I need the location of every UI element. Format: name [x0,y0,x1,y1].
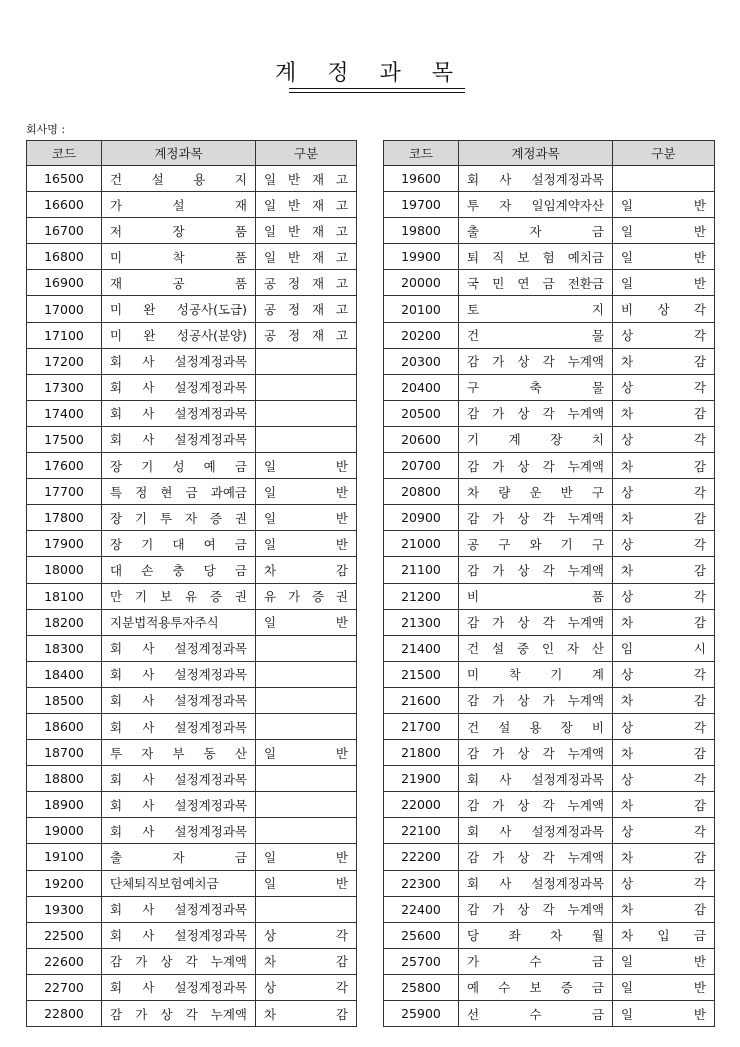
category-cell: 일 반 [256,505,357,531]
account-name-cell: 회 사 설정계정과목 [102,374,256,400]
code-cell: 21600 [384,687,459,713]
table-row [384,192,715,218]
account-name-cell: 감 가 상 각 누계액 [459,792,613,818]
table-row [384,609,715,635]
table-row [27,505,357,531]
table-row [384,766,715,792]
account-name-cell: 회 사 설정계정과목 [102,687,256,713]
title-underline-second [289,92,465,93]
code-cell: 18400 [27,661,102,687]
table-row [27,322,357,348]
category-cell: 일 반 [613,192,715,218]
code-cell: 25600 [384,922,459,948]
code-cell: 18200 [27,609,102,635]
category-cell: 공 정 재 고 [256,296,357,322]
code-cell: 18900 [27,792,102,818]
category-cell: 일 반 재 고 [256,244,357,270]
account-name-cell: 건 설 중 인 자 산 [459,635,613,661]
code-cell: 22600 [27,948,102,974]
table-row [384,1001,715,1027]
code-cell: 22000 [384,792,459,818]
account-name-cell: 차 량 운 반 구 [459,479,613,505]
code-cell: 19700 [384,192,459,218]
account-name-cell: 감 가 상 각 누계액 [459,740,613,766]
category-cell [256,792,357,818]
category-cell: 차 감 [613,740,715,766]
category-cell: 상 각 [613,661,715,687]
account-name-cell: 당 좌 차 월 [459,922,613,948]
column-header-kind: 구분 [613,141,715,166]
category-cell [256,661,357,687]
account-name-cell: 회 사 설정계정과목 [459,870,613,896]
account-name-cell: 특 정 현 금 과예금 [102,479,256,505]
table-row [384,974,715,1000]
category-cell: 상 각 [613,531,715,557]
category-cell: 차 감 [256,948,357,974]
category-cell: 일 반 [613,1001,715,1027]
table-row [384,400,715,426]
code-cell: 22500 [27,922,102,948]
code-cell: 20200 [384,322,459,348]
table-row [384,922,715,948]
code-cell: 17500 [27,426,102,452]
table-row [384,426,715,452]
account-name-cell: 미 착 품 [102,244,256,270]
account-name-cell: 선 수 금 [459,1001,613,1027]
category-cell: 일 반 [613,270,715,296]
table-row [27,870,357,896]
code-cell: 20400 [384,374,459,400]
account-table-left [26,140,357,1027]
account-name-cell: 만 기 보 유 증 권 [102,583,256,609]
category-cell [256,348,357,374]
category-cell: 일 반 [613,948,715,974]
code-cell: 20600 [384,426,459,452]
account-name-cell: 재 공 품 [102,270,256,296]
account-name-cell: 감 가 상 각 누계액 [459,400,613,426]
account-name-cell: 회 사 설정계정과목 [102,348,256,374]
table-row [27,948,357,974]
category-cell: 차 감 [613,348,715,374]
category-cell: 일 반 [613,974,715,1000]
category-cell: 상 각 [613,479,715,505]
category-cell: 상 각 [613,374,715,400]
account-name-cell: 회 사 설정계정과목 [102,713,256,739]
account-name-cell: 지분법적용투자주식 [102,609,256,635]
code-cell: 17100 [27,322,102,348]
category-cell: 임 시 [613,635,715,661]
table-row [384,453,715,479]
table-row [27,192,357,218]
account-name-cell: 회 사 설정계정과목 [102,426,256,452]
account-name-cell: 공 구 와 기 구 [459,531,613,557]
account-name-cell: 회 사 설정계정과목 [102,974,256,1000]
code-cell: 17200 [27,348,102,374]
category-cell: 차 감 [613,505,715,531]
category-cell: 차 감 [256,557,357,583]
table-row [384,635,715,661]
account-name-cell: 감 가 상 각 누계액 [102,1001,256,1027]
category-cell: 차 감 [613,896,715,922]
table-row [384,948,715,974]
table-row [384,557,715,583]
category-cell: 상 각 [613,818,715,844]
table-row [384,479,715,505]
code-cell: 16500 [27,166,102,192]
code-cell: 16900 [27,270,102,296]
category-cell: 일 반 [256,740,357,766]
table-row [384,661,715,687]
account-name-cell: 감 가 상 각 누계액 [459,505,613,531]
code-cell: 22200 [384,844,459,870]
category-cell: 상 각 [613,426,715,452]
code-cell: 17400 [27,400,102,426]
account-name-cell: 회 사 설정계정과목 [459,166,613,192]
code-cell: 16600 [27,192,102,218]
account-name-cell: 투 자 부 동 산 [102,740,256,766]
table-row [27,896,357,922]
category-cell [256,374,357,400]
table-row [384,896,715,922]
table-row [27,426,357,452]
code-cell: 17600 [27,453,102,479]
category-cell: 차 감 [613,609,715,635]
category-cell: 상 각 [613,870,715,896]
code-cell: 19900 [384,244,459,270]
account-name-cell: 회 사 설정계정과목 [102,896,256,922]
code-cell: 21700 [384,713,459,739]
account-name-cell: 건 설 용 지 [102,166,256,192]
table-row [27,844,357,870]
code-cell: 16800 [27,244,102,270]
code-cell: 16700 [27,218,102,244]
table-row [27,296,357,322]
account-name-cell: 장 기 투 자 증 권 [102,505,256,531]
code-cell: 21000 [384,531,459,557]
category-cell: 공 정 재 고 [256,322,357,348]
account-name-cell: 감 가 상 각 누계액 [459,609,613,635]
category-cell: 상 각 [613,583,715,609]
account-table-right [383,140,715,1027]
code-cell: 21800 [384,740,459,766]
table-row [384,505,715,531]
code-cell: 20000 [384,270,459,296]
table-body-left [27,166,357,1027]
table-header-row [384,141,715,166]
code-cell: 17000 [27,296,102,322]
table-row [27,348,357,374]
code-cell: 17800 [27,505,102,531]
table-row [27,687,357,713]
category-cell: 차 입 금 [613,922,715,948]
account-name-cell: 회 사 설정계정과목 [102,400,256,426]
table-row [27,1001,357,1027]
account-name-cell: 토 지 [459,296,613,322]
table-row [384,713,715,739]
account-name-cell: 미 완 성공사(분양) [102,322,256,348]
table-row [27,818,357,844]
code-cell: 22800 [27,1001,102,1027]
table-row [384,296,715,322]
code-cell: 19100 [27,844,102,870]
category-cell: 일 반 재 고 [256,192,357,218]
table-row [384,870,715,896]
table-body-right [384,166,715,1027]
column-header-name: 계정과목 [459,141,613,166]
table-row [384,270,715,296]
account-name-cell: 감 가 상 가 누계액 [459,687,613,713]
code-cell: 20900 [384,505,459,531]
column-header-code: 코드 [384,141,459,166]
table-row [384,687,715,713]
table-row [27,792,357,818]
table-row [27,609,357,635]
table-row [27,166,357,192]
account-name-cell: 감 가 상 각 누계액 [459,348,613,374]
account-name-cell: 회 사 설정계정과목 [102,766,256,792]
account-name-cell: 퇴 직 보 험 예치금 [459,244,613,270]
code-cell: 21300 [384,609,459,635]
table-row [27,661,357,687]
category-cell: 일 반 [613,218,715,244]
column-header-kind: 구분 [256,141,357,166]
code-cell: 18300 [27,635,102,661]
account-name-cell: 감 가 상 각 누계액 [459,844,613,870]
code-cell: 19200 [27,870,102,896]
table-row [27,635,357,661]
table-row [384,244,715,270]
code-cell: 22100 [384,818,459,844]
account-name-cell: 비 품 [459,583,613,609]
code-cell: 18700 [27,740,102,766]
category-cell [256,687,357,713]
code-cell: 17700 [27,479,102,505]
table-row [384,218,715,244]
code-cell: 22300 [384,870,459,896]
column-header-name: 계정과목 [102,141,256,166]
account-name-cell: 출 자 금 [102,844,256,870]
page-title: 계 정 과 목 [275,61,465,86]
account-name-cell: 예 수 보 증 금 [459,974,613,1000]
table-row [384,322,715,348]
code-cell: 19600 [384,166,459,192]
category-cell [256,400,357,426]
account-name-cell: 가 수 금 [459,948,613,974]
account-name-cell: 회 사 설정계정과목 [459,766,613,792]
code-cell: 19300 [27,896,102,922]
company-label: 회사명 : [26,123,66,136]
category-cell [256,426,357,452]
category-cell: 상 각 [613,713,715,739]
table-row [27,557,357,583]
account-name-cell: 가 설 재 [102,192,256,218]
code-cell: 21100 [384,557,459,583]
category-cell: 일 반 [256,844,357,870]
table-row [27,583,357,609]
code-cell: 18000 [27,557,102,583]
code-cell: 17900 [27,531,102,557]
code-cell: 21900 [384,766,459,792]
account-name-cell: 기 계 장 치 [459,426,613,452]
category-cell: 차 감 [613,844,715,870]
table-row [384,792,715,818]
code-cell: 18500 [27,687,102,713]
code-cell: 20800 [384,479,459,505]
account-name-cell: 회 사 설정계정과목 [459,818,613,844]
table-row [384,374,715,400]
category-cell: 상 각 [256,974,357,1000]
code-cell: 21200 [384,583,459,609]
table-row [384,818,715,844]
category-cell: 차 감 [613,400,715,426]
table-row [384,844,715,870]
code-cell: 19800 [384,218,459,244]
table-row [27,531,357,557]
account-name-cell: 회 사 설정계정과목 [102,661,256,687]
account-name-cell: 미 완 성공사(도급) [102,296,256,322]
account-name-cell: 회 사 설정계정과목 [102,922,256,948]
account-name-cell: 회 사 설정계정과목 [102,635,256,661]
code-cell: 18600 [27,713,102,739]
account-name-cell: 회 사 설정계정과목 [102,792,256,818]
table-header-row [27,141,357,166]
account-name-cell: 구 축 물 [459,374,613,400]
account-name-cell: 감 가 상 각 누계액 [459,896,613,922]
table-row [384,166,715,192]
table-row [27,270,357,296]
category-cell: 일 반 [256,531,357,557]
table-row [27,453,357,479]
account-name-cell: 건 설 용 장 비 [459,713,613,739]
code-cell: 20700 [384,453,459,479]
table-row [384,740,715,766]
table-row [27,400,357,426]
category-cell [256,818,357,844]
category-cell: 차 감 [613,453,715,479]
table-row [27,740,357,766]
code-cell: 18800 [27,766,102,792]
account-name-cell: 장 기 성 예 금 [102,453,256,479]
category-cell: 상 각 [613,766,715,792]
table-row [27,713,357,739]
category-cell: 비 상 각 [613,296,715,322]
table-row [27,766,357,792]
category-cell: 일 반 [256,870,357,896]
title-underline [289,88,465,89]
account-name-cell: 감 가 상 각 누계액 [459,557,613,583]
category-cell: 차 감 [613,792,715,818]
code-cell: 25700 [384,948,459,974]
category-cell: 일 반 재 고 [256,218,357,244]
table-row [27,218,357,244]
category-cell: 차 감 [256,1001,357,1027]
code-cell: 22700 [27,974,102,1000]
account-name-cell: 감 가 상 각 누계액 [102,948,256,974]
account-name-cell: 투 자 일임계약자산 [459,192,613,218]
account-name-cell: 미 착 기 계 [459,661,613,687]
code-cell: 17300 [27,374,102,400]
account-name-cell: 출 자 금 [459,218,613,244]
category-cell: 일 반 [256,453,357,479]
table-row [27,479,357,505]
code-cell: 21400 [384,635,459,661]
account-name-cell: 저 장 품 [102,218,256,244]
code-cell: 18100 [27,583,102,609]
table-row [384,348,715,374]
code-cell: 21500 [384,661,459,687]
category-cell: 상 각 [613,322,715,348]
category-cell [256,635,357,661]
account-name-cell: 감 가 상 각 누계액 [459,453,613,479]
category-cell: 일 반 [613,244,715,270]
table-row [27,922,357,948]
code-cell: 20300 [384,348,459,374]
category-cell [256,896,357,922]
category-cell [256,713,357,739]
table-row [27,974,357,1000]
account-name-cell: 장 기 대 여 금 [102,531,256,557]
code-cell: 20100 [384,296,459,322]
column-header-code: 코드 [27,141,102,166]
category-cell: 차 감 [613,557,715,583]
category-cell: 일 반 재 고 [256,166,357,192]
category-cell: 공 정 재 고 [256,270,357,296]
category-cell: 일 반 [256,479,357,505]
category-cell: 유 가 증 권 [256,583,357,609]
account-name-cell: 단체퇴직보험예치금 [102,870,256,896]
table-row [384,531,715,557]
category-cell: 차 감 [613,687,715,713]
table-row [27,374,357,400]
account-name-cell: 대 손 충 당 금 [102,557,256,583]
code-cell: 22400 [384,896,459,922]
category-cell: 일 반 [256,609,357,635]
account-name-cell: 회 사 설정계정과목 [102,818,256,844]
code-cell: 25900 [384,1001,459,1027]
category-cell [613,166,715,192]
table-row [384,583,715,609]
account-name-cell: 국 민 연 금 전환금 [459,270,613,296]
category-cell: 상 각 [256,922,357,948]
account-name-cell: 건 물 [459,322,613,348]
code-cell: 25800 [384,974,459,1000]
code-cell: 20500 [384,400,459,426]
category-cell [256,766,357,792]
code-cell: 19000 [27,818,102,844]
table-row [27,244,357,270]
